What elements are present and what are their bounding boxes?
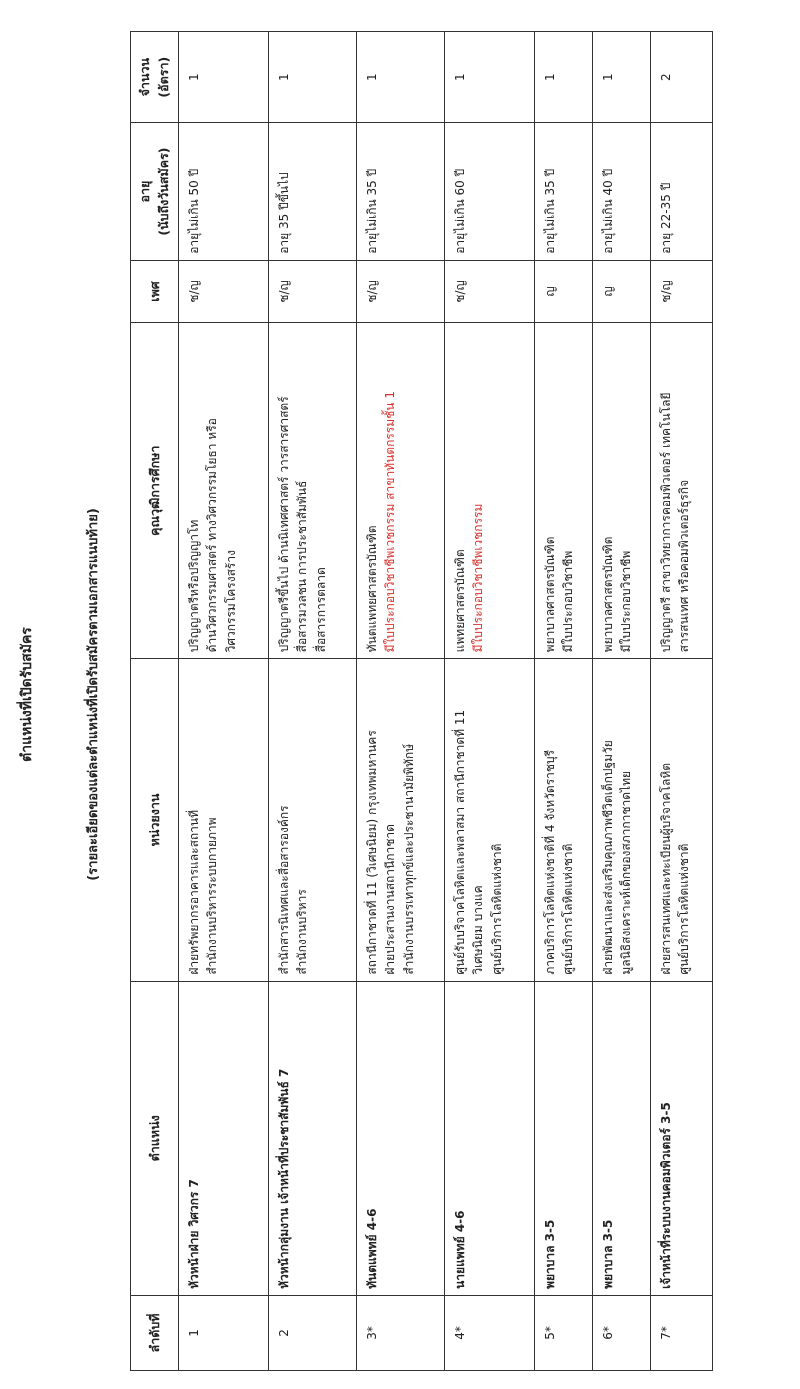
cell-order: 4* (444, 1295, 534, 1370)
cell-gender: ญ (592, 260, 650, 322)
table-row (592, 32, 650, 1371)
cell-position: หัวหน้าฝ่าย วิศวกร 7 (178, 981, 268, 1295)
cell-qualification: ปริญญาตรี สาขาวิทยาการคอมพิวเตอร์ เทคโนโลยี สารสนเทศ หรือคอมพิวเตอร์ธุรกิจ (650, 323, 712, 659)
cell-order: 6* (592, 1295, 650, 1370)
cell-age: อายุไม่เกิน 60 ปี (444, 123, 534, 260)
table-header (131, 32, 179, 1371)
cell-age: อายุไม่เกิน 40 ปี (592, 123, 650, 260)
cell-count: 1 (178, 32, 268, 123)
positions-table (130, 31, 713, 1371)
cell-unit: ฝ่ายทรัพยากรอาคารและสถานที่ สำนักงานบริหารระบบกายภาพ (178, 659, 268, 981)
header-qualification: คุณวุฒิการศึกษา (131, 323, 179, 659)
table-row (268, 32, 356, 1371)
cell-unit: ฝ่ายพัฒนาและส่งเสริมคุณภาพชีวิตเด็กปฐมวัย มูลนิธิสงเคราะห์เด็กของสภากาชาดไทย (592, 659, 650, 981)
cell-count: 1 (534, 32, 592, 123)
cell-gender: ช/ญ (178, 260, 268, 322)
cell-position: นายแพทย์ 4-6 (444, 981, 534, 1295)
cell-gender: ช/ญ (444, 260, 534, 322)
cell-order: 7* (650, 1295, 712, 1370)
cell-qualification: ทันตแพทยศาสตรบัณฑิต มีใบประกอบวิชาชีพเวชกรรม สาขาทันตกรรมชั้น 1 (356, 323, 444, 659)
cell-unit: ฝ่ายสารสนเทศและทะเบียนผู้บริจาคโลหิต ศูนย์บริการโลหิตแห่งชาติ (650, 659, 712, 981)
header-position: ตำแหน่ง (131, 981, 179, 1295)
document-title: ตำแหน่งที่เปิดรับสมัคร (19, 627, 35, 762)
table-row (178, 32, 268, 1371)
cell-age: อายุ 22-35 ปี (650, 123, 712, 260)
cell-qualification: ปริญญาตรีหรือปริญญาโท ด้านวิศวกรรมศาสตร์ ทางวิศวกรรมโยธา หรือ วิศวกรรมโครงสร้าง (178, 323, 268, 659)
cell-position: ทันตแพทย์ 4-6 (356, 981, 444, 1295)
cell-count: 1 (592, 32, 650, 123)
table-row (534, 32, 592, 1371)
cell-position: พยาบาล 3-5 (534, 981, 592, 1295)
header-count: จำนวน (อัตรา) (131, 32, 179, 123)
cell-count: 1 (356, 32, 444, 123)
cell-qualification: แพทยศาสตรบัณฑิต มีใบประกอบวิชาชีพเวชกรรม (444, 323, 534, 659)
license-requirement-note: มีใบประกอบวิชาชีพเวชกรรม สาขาทันตกรรมชั้น 1 (383, 391, 398, 653)
cell-position: เจ้าหน้าที่ระบบงานคอมพิวเตอร์ 3-5 (650, 981, 712, 1295)
cell-unit: ภาคบริการโลหิตแห่งชาติที่ 4 จังหวัดราชบุรี ศูนย์บริการโลหิตแห่งชาติ (534, 659, 592, 981)
cell-gender: ช/ญ (650, 260, 712, 322)
cell-unit: ศูนย์รับบริจาคโลหิตและพลาสมา สถานีกาชาดที่ 11 วิเศษนิยม บางแค ศูนย์บริการโลหิตแห่งชาติ (444, 659, 534, 981)
cell-order: 2 (268, 1295, 356, 1370)
cell-count: 1 (268, 32, 356, 123)
cell-gender: ช/ญ (356, 260, 444, 322)
cell-order: 3* (356, 1295, 444, 1370)
cell-position: พยาบาล 3-5 (592, 981, 650, 1295)
cell-qualification: ปริญญาตรีขึ้นไป ด้านนิเทศศาสตร์ วารสารศาสตร์ สื่อสารมวลชน การประชาสัมพันธ์ สื่อสารการตลาด (268, 323, 356, 659)
cell-count: 1 (444, 32, 534, 123)
header-order: ลำดับที่ (131, 1295, 179, 1370)
table-body (178, 32, 712, 1371)
header-row (131, 32, 179, 1371)
license-requirement-note: มีใบประกอบวิชาชีพเวชกรรม (471, 503, 486, 653)
header-gender: เพศ (131, 260, 179, 322)
header-age: อายุ (นับถึงวันสมัคร) (131, 123, 179, 260)
cell-unit: สำนักสารนิเทศและสื่อสารองค์กร สำนักงานบริหาร (268, 659, 356, 981)
cell-age: อายุไม่เกิน 35 ปี (356, 123, 444, 260)
table-row (650, 32, 712, 1371)
cell-order: 1 (178, 1295, 268, 1370)
cell-qualification: พยาบาลศาสตรบัณฑิต มีใบประกอบวิชาชีพ (592, 323, 650, 659)
table-row (356, 32, 444, 1371)
cell-count: 2 (650, 32, 712, 123)
cell-unit: สถานีกาชาดที่ 11 (วิเศษนิยม) กรุงเทพมหานคร ฝ่ายประสานงานสถานีกาชาด สำนักงานบรรเทาทุกข์และประชานามัยพิทักษ์ (356, 659, 444, 981)
header-unit: หน่วยงาน (131, 659, 179, 981)
cell-position: หัวหน้ากลุ่มงาน เจ้าหน้าที่ประชาสัมพันธ์ 7 (268, 981, 356, 1295)
document-subtitle: (รายละเอียดของแต่ละตำแหน่งที่เปิดรับสมัครตามเอกสารแนบท้าย) (86, 508, 101, 881)
cell-gender: ช/ญ (268, 260, 356, 322)
cell-age: อายุไม่เกิน 50 ปี (178, 123, 268, 260)
cell-qualification: พยาบาลศาสตรบัณฑิต มีใบประกอบวิชาชีพ (534, 323, 592, 659)
cell-age: อายุ 35 ปีขึ้นไป (268, 123, 356, 260)
cell-age: อายุไม่เกิน 35 ปี (534, 123, 592, 260)
table-row (444, 32, 534, 1371)
cell-order: 5* (534, 1295, 592, 1370)
cell-gender: ญ (534, 260, 592, 322)
